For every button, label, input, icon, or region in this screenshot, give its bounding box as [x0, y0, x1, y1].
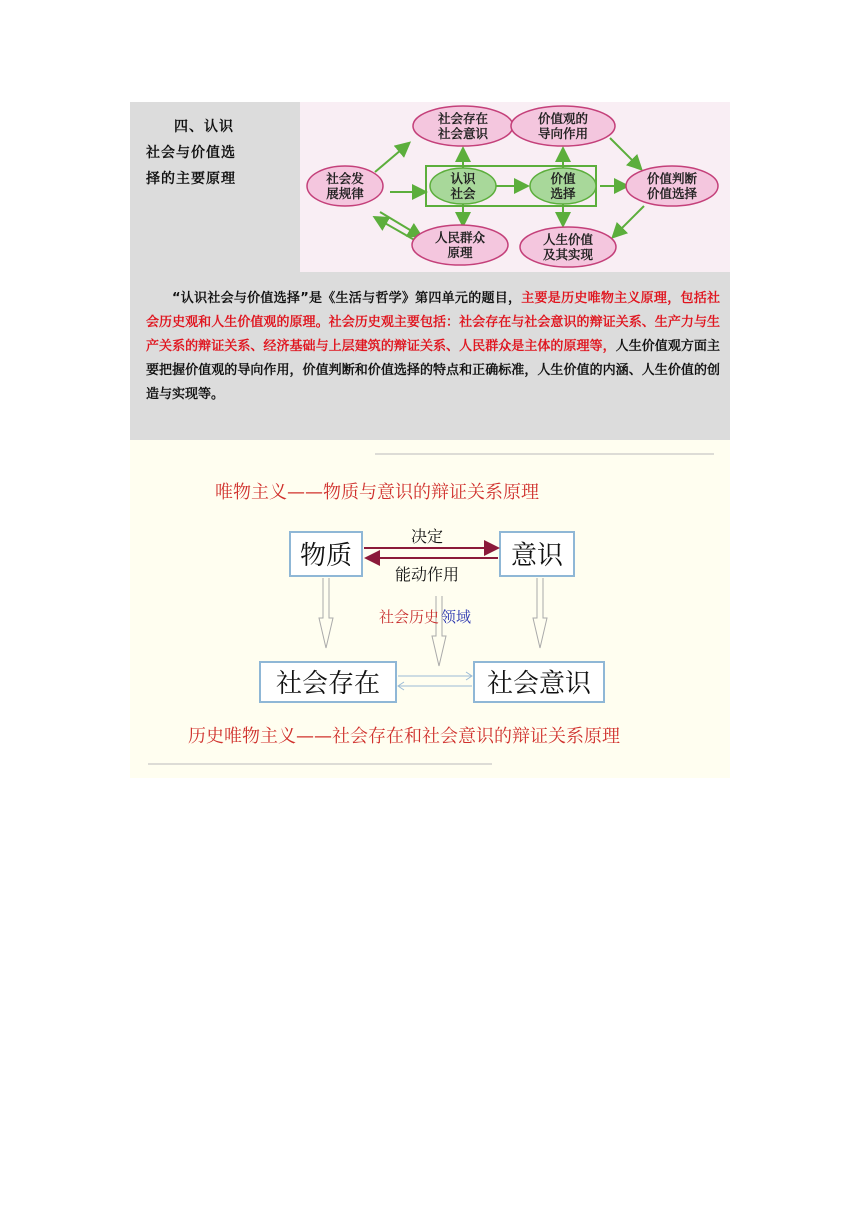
label-life-value-1: 人生价值 [542, 232, 594, 247]
title-materialism: 唯物主义——物质与意识的辩证关系原理 [215, 482, 539, 503]
label-social-existence-1: 社会存在 [437, 111, 489, 126]
label-value-judgment-1: 价值判断 [646, 171, 698, 186]
label-know-society-2: 社会 [450, 186, 476, 201]
label-value-guide-1: 价值观的 [537, 111, 589, 126]
label-social-law-1: 社会发 [326, 171, 364, 186]
label-social-law-2: 展规律 [326, 186, 364, 201]
paragraph-rest: 人生价值观方面主要把握价值观的导向作用，价值判断和价值选择的特点和正确标准，人生价值的内涵、人生价值的创造与实现等。 [146, 339, 720, 402]
concept-diagram [300, 102, 730, 272]
paragraph-highlight: 主要是历史唯物主义原理，包括社会历史观和人生价值观的原理。社会历史观主要包括：社会存在与社会意识的辩证关系、生产力与生产关系的辩证关系、经济基础与上层建筑的辩证关系、人民群众是主体的原理等， [146, 291, 720, 354]
field-label-society: 社会历史 [379, 608, 440, 626]
label-value-judgment-2: 价值选择 [646, 186, 698, 201]
connector-arrows [375, 138, 644, 242]
section-heading [146, 114, 296, 192]
label-value-guide-2: 导向作用 [537, 126, 589, 141]
box-social-consciousness-label: 社会意识 [486, 669, 592, 699]
heading-line-2: 社会与价值选 [146, 145, 236, 161]
heading-line-1: 四、认识 [174, 119, 234, 135]
label-value-choice-1: 价值 [550, 171, 576, 186]
label-masses-2: 原理 [447, 245, 473, 260]
label-know-society-1: 认识 [450, 171, 476, 186]
label-life-value-2: 及其实现 [542, 247, 594, 262]
summary-paragraph [146, 287, 720, 407]
decides-label: 决定 [410, 527, 444, 546]
heading-line-3: 择的主要原理 [146, 171, 236, 187]
field-label-domain: 领域 [441, 608, 472, 626]
label-masses-1: 人民群众 [434, 230, 486, 245]
concept-diagram-svg [300, 102, 730, 272]
active-role-label: 能动作用 [394, 565, 460, 584]
box-social-existence-label: 社会存在 [275, 669, 381, 699]
label-value-choice-2: 选择 [550, 186, 576, 201]
paragraph-intro: “认识社会与价值选择”是《生活与哲学》第四单元的题目， [172, 291, 522, 306]
title-historical-materialism: 历史唯物主义——社会存在和社会意识的辩证关系原理 [188, 726, 620, 747]
box-consciousness-label: 意识 [510, 541, 564, 571]
label-social-existence-2: 社会意识 [437, 126, 489, 141]
box-matter-label: 物质 [299, 541, 353, 571]
materialism-diagram [130, 440, 730, 778]
